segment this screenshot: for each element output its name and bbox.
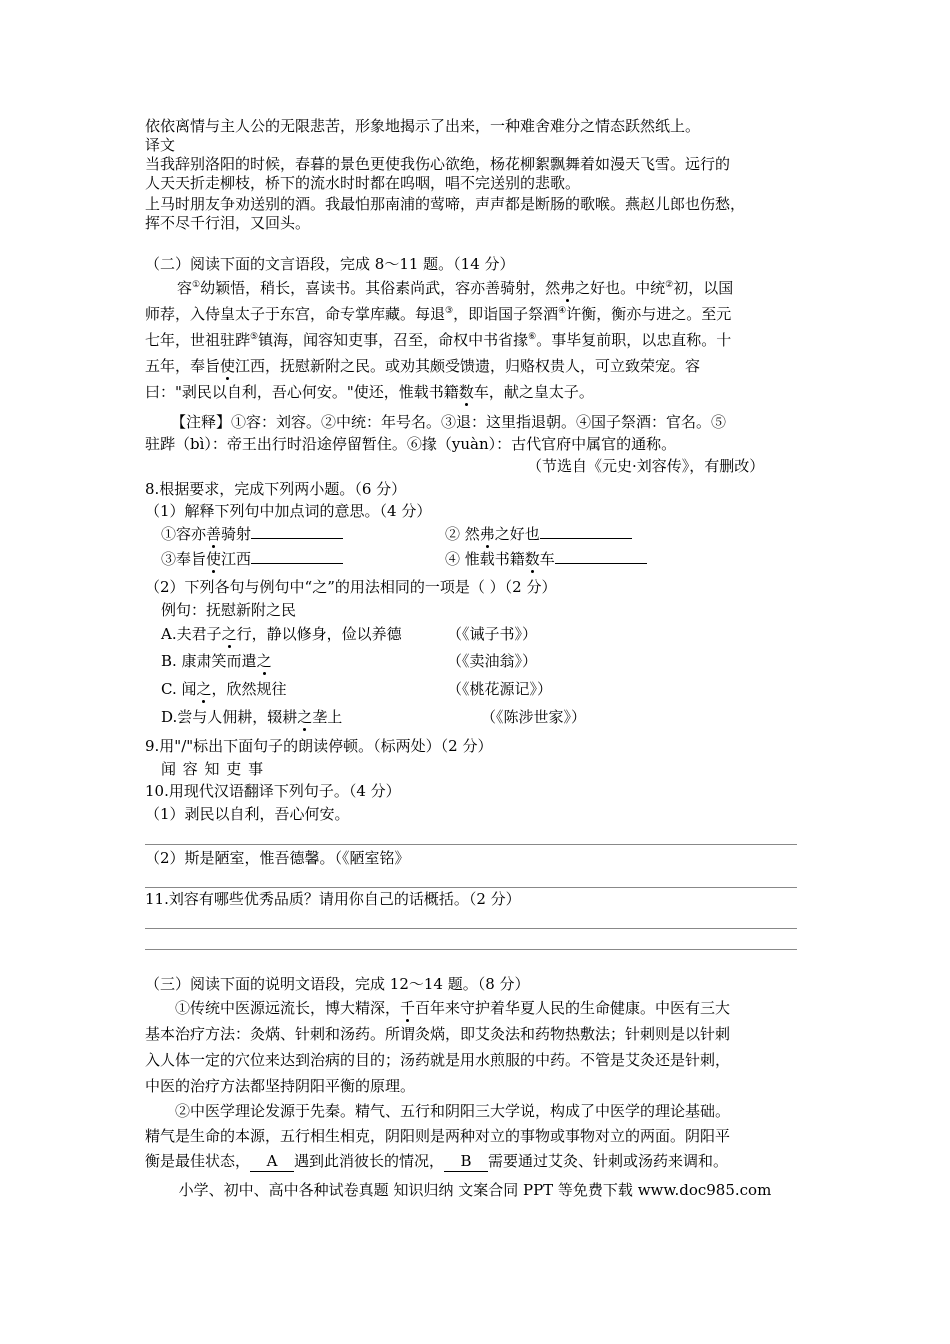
passage-line: 衡是最佳状态， A 遇到此消彼长的情况， B 需要通过艾灸、针刺或汤药来调和。 [145, 1152, 729, 1170]
section-heading: 译文 [145, 136, 176, 154]
choice-b-source: （《卖油翁》） [447, 652, 538, 670]
section-title: （二）阅读下面的文言语段，完成 8～11 题。（14 分） [145, 255, 515, 273]
answer-line[interactable] [145, 887, 797, 888]
annotation-line: 【注释】①容：刘容。②中统：年号名。③退：这里指退朝。④国子祭酒：官名。⑤ [171, 413, 727, 431]
q8-item-2: ② 然弗之好也 [445, 524, 632, 544]
question-8-stem: 8.根据要求，完成下列两小题。（6 分） [145, 480, 407, 498]
blank-b[interactable]: B [444, 1151, 488, 1172]
choice-d-source: （《陈涉世家》） [481, 708, 587, 726]
text-line: 上马时朋友争劝送别的酒。我最怕那南浦的莺啼，声声都是断肠的歌喉。燕赵儿郎也伤愁， [145, 195, 746, 213]
passage-line: 七年，世祖驻跸⑤镇海，闻容知吏事，召至，命权中书省掾⑥。事毕复前职，以忠直称。十 [145, 331, 732, 349]
question-8-sub1: （1）解释下列句中加点词的意思。（4 分） [145, 502, 432, 520]
question-9-sentence: 闻 容 知 吏 事 [161, 760, 265, 778]
passage-line: 师荐，入侍皇太子于东宫，命专掌库藏。每退③，即诣国子祭酒④许衡，衡亦与进之。至元 [145, 305, 732, 323]
answer-blank[interactable] [251, 538, 343, 539]
choice-c-source: （《桃花源记》） [447, 680, 553, 698]
passage-line: 容①幼颖悟，稍长，喜读书。其俗素尚武，容亦善骑射，然弗之好也。中统②初，以国 [177, 279, 734, 297]
question-8-sub2: （2）下列各句与例句中“之”的用法相同的一项是（ ）（2 分） [145, 578, 557, 596]
question-9-stem: 9.用"/"标出下面句子的朗读停顿。（标两处）（2 分） [145, 737, 493, 755]
question-10-item-1: （1）剥民以自利，吾心何安。 [145, 805, 350, 823]
question-10-item-2: （2）斯是陋室，惟吾德馨。（《陋室铭》 [145, 849, 410, 867]
passage-line: 五年，奉旨使江西，抚慰新附之民。或劝其颇受馈遗，归赂权贵人，可立致荣宠。容 [145, 357, 701, 375]
passage-line: 入人体一定的穴位来达到治病的目的；汤药就是用水煎服的中药。不管是艾灸还是针刺， [145, 1051, 731, 1069]
annotation-line: 驻跸（bì）：帝王出行时沿途停留暂住。⑥掾（yuàn）：古代官府中属官的通称。 [145, 435, 677, 453]
q8-item-4: ④ 惟载书籍数车 [445, 549, 647, 569]
passage-line: ②中医学理论发源于先秦。精气、五行和阴阳三大学说，构成了中医学的理论基础。 [175, 1102, 731, 1120]
choice-a[interactable]: A.夫君子之行，静以修身，俭以养德 [161, 625, 402, 643]
answer-blank[interactable] [540, 538, 632, 539]
source-citation: （节选自《元史·刘容传》，有删改） [527, 457, 765, 475]
answer-line[interactable] [145, 844, 797, 845]
question-10-stem: 10.用现代汉语翻译下列句子。（4 分） [145, 782, 401, 800]
answer-line[interactable] [145, 928, 797, 929]
text-line: 依依离情与主人公的无限悲苦，形象地揭示了出来，一种难舍难分之情态跃然纸上。 [145, 117, 701, 135]
passage-line: ①传统中医源远流长，博大精深，千百年来守护着华夏人民的生命健康。中医有三大 [175, 999, 731, 1017]
q8-item-1: ①容亦善骑射 [161, 524, 343, 544]
answer-blank[interactable] [555, 563, 647, 564]
choice-b[interactable]: B. 康肃笑而遣之 [161, 652, 272, 670]
example-sentence: 例句：抚慰新附之民 [161, 601, 297, 619]
choice-c[interactable]: C. 闻之，欣然规往 [161, 680, 287, 698]
q8-item-3: ③奉旨使江西 [161, 549, 343, 569]
text-line: 当我辞别洛阳的时候，春暮的景色更使我伤心欲绝，杨花柳絮飘舞着如漫天飞雪。远行的 [145, 155, 731, 173]
footer-text: 小学、初中、高中各种试卷真题 知识归纳 文案合同 PPT 等免费下载 www.doc985.com [178, 1181, 772, 1199]
answer-blank[interactable] [251, 563, 343, 564]
section-title: （三）阅读下面的说明文语段，完成 12～14 题。（8 分） [145, 975, 530, 993]
blank-a[interactable]: A [250, 1151, 294, 1172]
passage-line: 精气是生命的本源，五行相生相克，阴阳则是两种对立的事物或事物对立的两面。阴阳平 [145, 1127, 731, 1145]
answer-line[interactable] [145, 949, 797, 950]
passage-line: 中医的治疗方法都坚持阴阳平衡的原理。 [145, 1077, 416, 1095]
passage-line: 曰："剥民以自利，吾心何安。"使还，惟载书籍数车，献之皇太子。 [145, 383, 594, 401]
text-line: 挥不尽千行泪，又回头。 [145, 214, 311, 232]
passage-line: 基本治疗方法：灸焫、针刺和汤药。所谓灸焫，即艾灸法和药物热敷法；针刺则是以针刺 [145, 1025, 731, 1043]
text-line: 人天天折走柳枝，桥下的流水时时都在呜咽，唱不完送别的悲歌。 [145, 174, 581, 192]
choice-a-source: （《诫子书》） [447, 625, 538, 643]
question-11-stem: 11.刘容有哪些优秀品质？请用你自己的话概括。（2 分） [145, 890, 521, 908]
choice-d[interactable]: D.尝与人佣耕，辍耕之垄上 [161, 708, 343, 726]
